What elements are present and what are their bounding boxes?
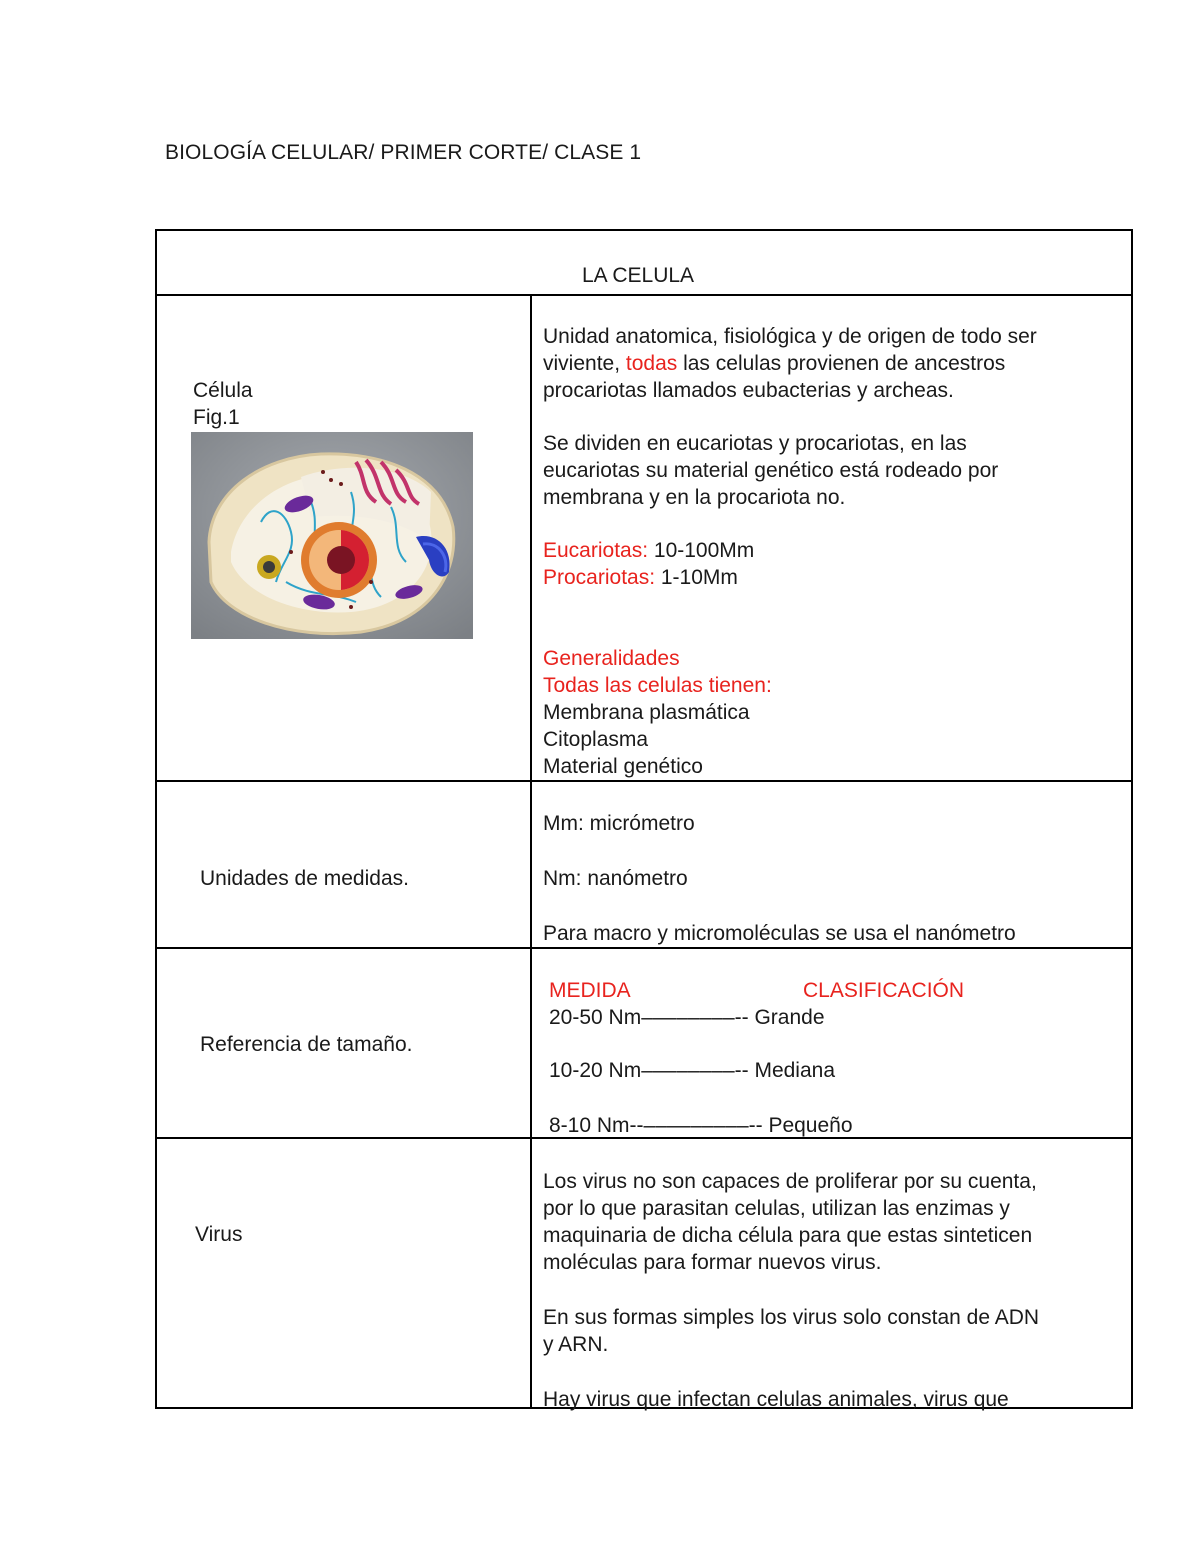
row-label-size: Referencia de tamaño. <box>200 1033 413 1056</box>
paragraph-line: Los virus no son capaces de proliferar por su cuenta, <box>543 1170 1037 1193</box>
unit-line: Mm: micrómetro <box>543 812 695 835</box>
procariotas-value: 1-10Mm <box>655 566 738 589</box>
size-line <box>543 537 1123 564</box>
row-label-units: Unidades de medidas. <box>200 867 409 890</box>
paragraph-line: Se dividen en eucariotas y procariotas, en las <box>543 432 967 455</box>
table-header: LA CELULA <box>582 264 695 287</box>
procariotas-label: Procariotas: <box>543 566 656 589</box>
column-divider <box>530 294 532 1409</box>
paragraph-line <box>543 350 1123 377</box>
row-divider <box>157 947 1131 949</box>
size-columns-header <box>549 977 965 1004</box>
document-title: BIOLOGÍA CELULAR/ PRIMER CORTE/ CLASE 1 <box>165 141 642 164</box>
paragraph-line: y ARN. <box>543 1333 609 1356</box>
paragraph-line: Unidad anatomica, fisiológica y de origen de todo ser <box>543 325 1037 348</box>
highlight-text: todas <box>625 352 678 375</box>
row-label-virus: Virus <box>195 1223 243 1246</box>
paragraph-line: Hay virus que infectan celulas animales, virus que <box>543 1388 1009 1411</box>
cell-description <box>543 323 1123 780</box>
paragraph-line: procariotas llamados eubacterias y archeas. <box>543 379 954 402</box>
size-table-content <box>549 977 965 1139</box>
unit-line: Nm: nanómetro <box>543 867 688 890</box>
eucariotas-label: Eucariotas: <box>543 539 649 562</box>
cell-illustration <box>191 432 473 639</box>
col-medida: MEDIDA <box>549 979 631 1002</box>
eucariotas-value: 10-100Mm <box>648 539 755 562</box>
col-clasificacion: CLASIFICACIÓN <box>803 979 965 1002</box>
generalidades-title: Generalidades <box>543 647 680 670</box>
paragraph-line: membrana y en la procariota no. <box>543 486 846 509</box>
units-content <box>543 810 1016 947</box>
row-divider <box>157 780 1131 782</box>
paragraph-line: por lo que parasitan celulas, utilizan las enzimas y <box>543 1197 1010 1220</box>
generalidades-subtitle: Todas las celulas tienen: <box>543 674 772 697</box>
text-span: las celulas provienen de ancestros <box>677 352 1006 375</box>
paragraph-line: moléculas para formar nuevos virus. <box>543 1251 882 1274</box>
size-row: 20-50 Nm––––––––-- Grande <box>549 1006 825 1029</box>
size-line <box>543 564 1123 591</box>
text-span: viviente, <box>543 352 626 375</box>
row-divider <box>157 294 1131 296</box>
virus-content <box>543 1168 1123 1413</box>
unit-line: Para macro y micromoléculas se usa el nanómetro <box>543 922 1016 945</box>
list-item: Citoplasma <box>543 728 649 751</box>
size-row: 8-10 Nm--–––––––––-- Pequeño <box>549 1114 853 1137</box>
list-item: Material genético <box>543 755 703 778</box>
list-item: Membrana plasmática <box>543 701 750 724</box>
paragraph-line: maquinaria de dicha célula para que estas sinteticen <box>543 1224 1033 1247</box>
paragraph-line: En sus formas simples los virus solo constan de ADN <box>543 1306 1040 1329</box>
paragraph-line: eucariotas su material genético está rodeado por <box>543 459 999 482</box>
size-row: 10-20 Nm––––––––-- Mediana <box>549 1059 836 1082</box>
figure-label: Fig.1 <box>193 406 240 429</box>
content-table <box>155 229 1133 1409</box>
cell-label: Célula <box>193 379 253 402</box>
animal-cell-3d-image <box>191 432 473 639</box>
